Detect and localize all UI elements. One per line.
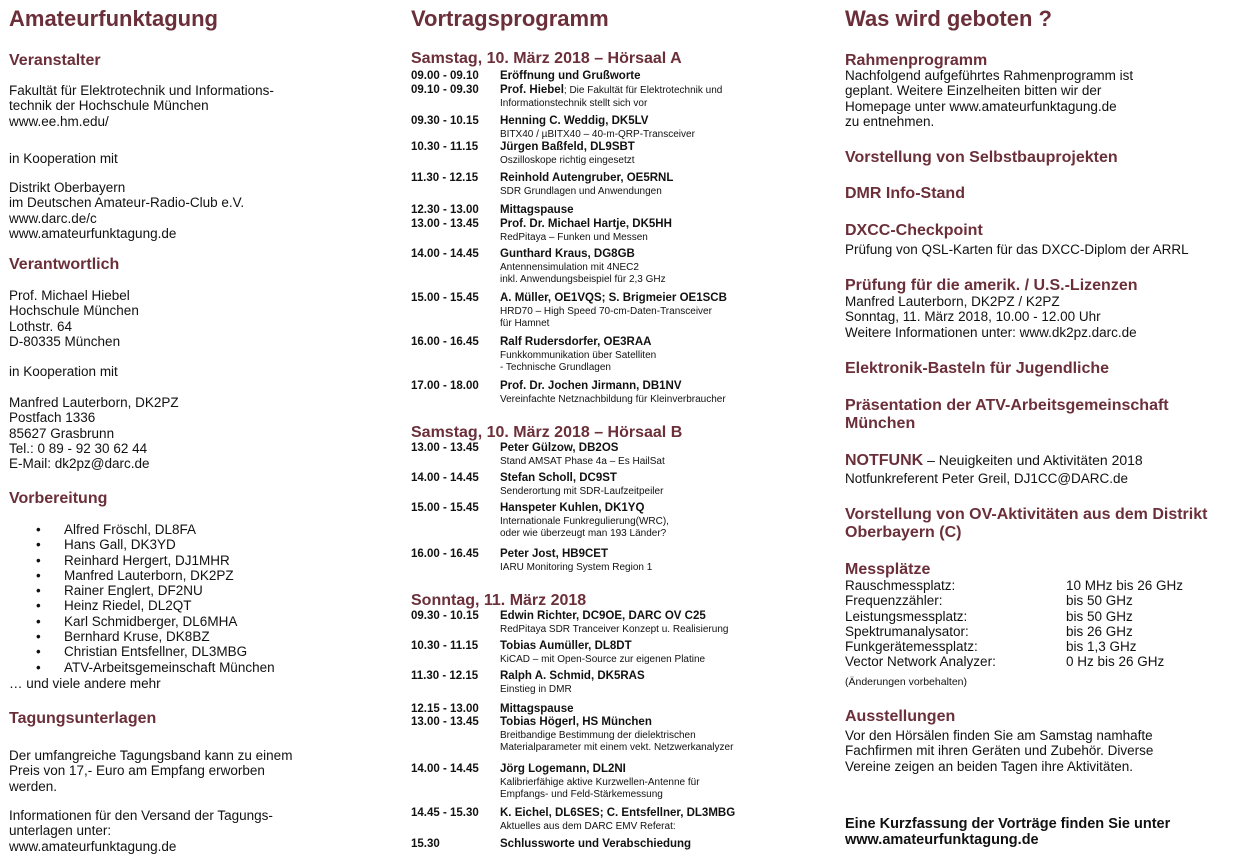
heading-dmr-info-stand: DMR Info-Stand xyxy=(845,185,965,202)
list-item: • Hans Gall, DK3YD xyxy=(9,537,275,552)
heading-vorbereitung: Vorbereitung xyxy=(9,490,108,507)
talk-time: 17.00 - 18.00 xyxy=(411,380,479,392)
talk-speaker-name: Ralf Rudersdorfer, OE3RAA xyxy=(500,336,652,348)
messplatz-row xyxy=(845,578,1184,593)
talk-time: 14.00 - 14.45 xyxy=(411,763,479,775)
messplatz-row xyxy=(845,654,1165,670)
talk-time: 09.10 - 09.30 xyxy=(411,84,479,96)
messplatz-label: Spektrumanalysator: xyxy=(845,623,969,639)
talk-description xyxy=(500,654,705,666)
talk-speaker xyxy=(500,838,691,850)
heading-elektronik-basteln: Elektronik-Basteln für Jugendliche xyxy=(845,360,1110,377)
main-title-was-wird-geboten: Was wird geboten ? xyxy=(845,6,1052,31)
heading-ausstellungen: Ausstellungen xyxy=(845,708,956,725)
text-line: www.amateurfunktagung.de xyxy=(9,838,177,854)
talk-description xyxy=(500,777,700,801)
list-item: • Karl Schmidberger, DL6MHA xyxy=(9,614,275,629)
dxcc-text: Prüfung von QSL-Karten für das DXCC-Diplom der ARRL xyxy=(845,242,1189,257)
talk-speaker xyxy=(500,472,617,484)
tagungsunterlagen-text xyxy=(9,748,292,794)
day-heading: Samstag, 10. März 2018 – Hörsaal A xyxy=(411,50,682,67)
text-line: Vereine zeigen an beiden Tagen ihre Aktivitäten. xyxy=(845,758,1133,774)
talk-description xyxy=(500,98,647,110)
messplatz-label: Rauschmessplatz: xyxy=(845,578,956,593)
text-line: Postfach 1336 xyxy=(9,410,96,426)
talk-description-line: - Technische Grundlagen xyxy=(500,362,611,374)
text-line: Nachfolgend aufgeführtes Rahmenprogramm ist xyxy=(845,68,1134,83)
talk-time: 10.30 - 11.15 xyxy=(411,640,479,652)
talk-speaker-name: Peter Jost, HB9CET xyxy=(500,548,609,560)
talk-description-line: Aktuelles aus dem DARC EMV Referat: xyxy=(500,821,676,832)
vorbereitung-list xyxy=(9,522,275,675)
talk-description-line: Empfangs- und Feld-Stärkemessung xyxy=(500,789,663,801)
day-heading: Sonntag, 11. März 2018 xyxy=(411,592,587,609)
list-item: • ATV-Arbeitsgemeinschaft München xyxy=(9,660,275,675)
list-item: • Christian Entsfellner, DL3MBG xyxy=(9,644,275,659)
talk-speaker xyxy=(500,442,618,454)
heading-tagungsunterlagen: Tagungsunterlagen xyxy=(9,710,157,727)
talk-speaker xyxy=(500,548,608,560)
heading-rahmenprogramm: Rahmenprogramm xyxy=(845,52,988,69)
text-line: 85627 Grasbrunn xyxy=(9,425,115,441)
verantwortlich-text xyxy=(9,288,139,349)
heading-atv-praesentation: Präsentation der ATV-Arbeitsgemeinschaft München xyxy=(845,397,1169,432)
talk-speaker xyxy=(500,610,706,622)
text-line: Eine Kurzfassung der Vorträge finden Sie unter xyxy=(845,816,1171,832)
messplatz-row xyxy=(845,608,1133,624)
talk-speaker-name: Edwin Richter, DC9OE, DARC OV C25 xyxy=(500,610,706,622)
talk-speaker-name: Prof. Hiebel xyxy=(500,84,564,96)
text-line: Tel.: 0 89 - 92 30 62 44 xyxy=(9,440,148,456)
talk-time: 12.15 - 13.00 xyxy=(411,703,479,715)
talk-description-line: Kalibrierfähige aktive Kurzwellen-Antenne für xyxy=(500,777,700,788)
vorbereitung-more: … und viele andere mehr xyxy=(9,676,161,691)
talk-speaker-name: Peter Gülzow, DB2OS xyxy=(500,442,619,454)
talk-time: 10.30 - 11.15 xyxy=(411,141,479,153)
kooperation-label-1: in Kooperation mit xyxy=(9,151,118,166)
talk-description-line: RedPitaya – Funken und Messen xyxy=(500,232,648,243)
talk-speaker-name: Tobias Högerl, HS München xyxy=(500,716,652,728)
text-line: unterlagen unter: xyxy=(9,823,112,839)
talk-description-line: Senderortung mit SDR-Laufzeitpeiler xyxy=(500,486,664,497)
text-line: Vor den Hörsälen finden Sie am Samstag namhafte xyxy=(845,728,1153,743)
text-line: Manfred Lauterborn, DK2PZ xyxy=(9,395,179,410)
talk-speaker xyxy=(500,172,673,184)
talk-description xyxy=(500,562,652,574)
distrikt-text xyxy=(9,180,244,241)
versand-text xyxy=(9,808,273,854)
list-item: • Bernhard Kruse, DK8BZ xyxy=(9,629,275,644)
text-line: D-80335 München xyxy=(9,333,121,349)
talk-speaker-name: Jürgen Baßfeld, DL9SBT xyxy=(500,141,635,153)
talk-description-line: SDR Grundlagen und Anwendungen xyxy=(500,186,662,197)
text-line: Weitere Informationen unter: www.dk2pz.darc.de xyxy=(845,324,1137,340)
talk-speaker-name: Prof. Dr. Michael Hartje, DK5HH xyxy=(500,218,672,230)
messplatz-row xyxy=(845,623,1133,639)
talk-time: 13.00 - 13.45 xyxy=(411,218,479,230)
talk-description-line: IARU Monitoring System Region 1 xyxy=(500,562,653,573)
text-line: Distrikt Oberbayern xyxy=(9,180,126,195)
notfunk-label: NOTFUNK xyxy=(845,452,924,469)
heading-verantwortlich: Verantwortlich xyxy=(9,256,120,273)
talk-description-line: Breitbandige Bestimmung der dielektrischen xyxy=(500,730,696,741)
talk-speaker-name: Schlussworte und Verabschiedung xyxy=(500,838,692,850)
veranstalter-text xyxy=(9,83,274,129)
talk-description-line: Stand AMSAT Phase 4a – Es HailSat xyxy=(500,456,665,467)
talk-speaker-name: Mittagspause xyxy=(500,204,574,216)
talk-description xyxy=(500,821,676,833)
talk-speaker-name: Tobias Aumüller, DL8DT xyxy=(500,640,632,652)
talk-speaker-name: A. Müller, OE1VQS; S. Brigmeier OE1SCB xyxy=(500,292,727,304)
text-line: im Deutschen Amateur-Radio-Club e.V. xyxy=(9,195,245,211)
talk-description xyxy=(500,394,726,406)
talk-description xyxy=(500,730,733,754)
messplatz-value: bis 26 GHz xyxy=(1066,623,1133,639)
talk-speaker xyxy=(500,380,682,392)
heading-selbstbauprojekte: Vorstellung von Selbstbauprojekten xyxy=(845,149,1118,166)
talk-description xyxy=(500,129,695,141)
messplatz-label: Leistungsmessplatz: xyxy=(845,608,968,624)
talk-description-line: Materialparameter mit einem vekt. Netzwerkanalyzer xyxy=(500,742,734,754)
talk-time: 15.30 xyxy=(411,838,440,850)
talk-description xyxy=(500,186,662,198)
talk-speaker-name: Eröffnung und Grußworte xyxy=(500,70,641,82)
talk-time: 13.00 - 13.45 xyxy=(411,442,479,454)
messplatz-row xyxy=(845,593,1133,609)
text-line: Sonntag, 11. März 2018, 10.00 - 12.00 Uhr xyxy=(845,309,1101,325)
messplatz-value: bis 50 GHz xyxy=(1066,608,1133,624)
talk-time: 16.00 - 16.45 xyxy=(411,548,479,560)
talk-speaker-name: Ralph A. Schmid, DK5RAS xyxy=(500,670,645,682)
talk-time: 15.00 - 15.45 xyxy=(411,502,479,514)
heading-ov-aktivitaeten: Vorstellung von OV-Aktivitäten aus dem Distrikt Oberbayern (C) xyxy=(845,506,1208,541)
heading-messplaetze: Messplätze xyxy=(845,561,931,578)
talk-description xyxy=(500,155,635,167)
messplatz-label: Funkgerätemessplatz: xyxy=(845,639,978,655)
talk-description-line: Oszilloskope richtig eingesetzt xyxy=(500,155,635,166)
talk-speaker xyxy=(500,84,722,96)
text-line: www.amateurfunktagung.de xyxy=(9,225,177,241)
talk-description-line: inkl. Anwendungsbeispiel für 2,3 GHz xyxy=(500,274,666,286)
text-line: Fakultät für Elektrotechnik und Informations- xyxy=(9,83,274,98)
text-line: zu entnehmen. xyxy=(845,113,935,129)
talk-speaker xyxy=(500,703,574,715)
talk-speaker xyxy=(500,716,652,728)
main-title-vortragsprogramm: Vortragsprogramm xyxy=(411,6,609,31)
talk-time: 13.00 - 13.45 xyxy=(411,716,479,728)
talk-speaker xyxy=(500,70,641,82)
notfunk-referent: Notfunkreferent Peter Greil, DJ1CC@DARC.de xyxy=(845,471,1129,486)
talk-speaker xyxy=(500,502,644,514)
messplatz-value: bis 50 GHz xyxy=(1066,593,1133,609)
talk-time: 11.30 - 12.15 xyxy=(411,172,479,184)
talk-speaker xyxy=(500,336,651,348)
text-line: Prof. Michael Hiebel xyxy=(9,288,130,303)
messplaetze-table xyxy=(845,578,1184,670)
text-line: Informationen für den Versand der Tagungs- xyxy=(9,808,273,823)
talk-time: 12.30 - 13.00 xyxy=(411,204,479,216)
talk-speaker-name: K. Eichel, DL6SES; C. Entsfellner, DL3MBG xyxy=(500,807,736,819)
talk-description xyxy=(500,624,728,636)
list-item: • Alfred Fröschl, DL8FA xyxy=(9,522,275,537)
notfunk-line xyxy=(845,452,1143,470)
talk-time: 14.45 - 15.30 xyxy=(411,807,479,819)
talk-description xyxy=(500,456,665,468)
day-heading: Samstag, 10. März 2018 – Hörsaal B xyxy=(411,424,683,441)
text-line: www.amateurfunktagung.de xyxy=(845,831,1039,848)
talk-speaker-name: Stefan Scholl, DC9ST xyxy=(500,472,617,484)
messplatz-label: Frequenzzähler: xyxy=(845,593,943,609)
text-line: werden. xyxy=(9,778,58,794)
kooperation-label-2: in Kooperation mit xyxy=(9,364,118,379)
talk-speaker xyxy=(500,248,635,260)
talk-description-line: für Hamnet xyxy=(500,318,550,330)
talk-time: 15.00 - 15.45 xyxy=(411,292,479,304)
talk-speaker xyxy=(500,141,635,153)
talk-description-line: RedPitaya SDR Tranceiver Konzept u. Realisierung xyxy=(500,624,729,635)
text-line: Der umfangreiche Tagungsband kann zu einem xyxy=(9,748,293,763)
talk-time: 14.00 - 14.45 xyxy=(411,248,479,260)
list-item: • Reinhard Hergert, DJ1MHR xyxy=(9,553,275,568)
talk-speaker-name: Mittagspause xyxy=(500,703,574,715)
messplatz-label: Vector Network Analyzer: xyxy=(845,654,996,670)
talk-note: ; Die Fakultät für Elektrotechnik und xyxy=(563,85,723,96)
messplatz-row xyxy=(845,639,1137,655)
talk-description xyxy=(500,262,666,286)
talk-description xyxy=(500,350,656,374)
lauterborn-contact xyxy=(9,395,179,471)
text-line: www.ee.hm.edu/ xyxy=(9,113,109,129)
talk-speaker xyxy=(500,204,574,216)
talk-speaker-name: Henning C. Weddig, DK5LV xyxy=(500,115,649,127)
talk-time: 09.30 - 10.15 xyxy=(411,115,479,127)
ausstellungen-text xyxy=(845,728,1153,774)
messplatz-value: bis 1,3 GHz xyxy=(1066,639,1137,655)
talk-speaker-name: Prof. Dr. Jochen Jirmann, DB1NV xyxy=(500,380,682,392)
talk-speaker xyxy=(500,807,735,819)
talk-description-line: Internationale Funkregulierung(WRC), xyxy=(500,516,669,527)
heading-lizenzpruefung: Prüfung für die amerik. / U.S.-Lizenzen xyxy=(845,277,1138,294)
text-line: Preis von 17,- Euro am Empfang erworben xyxy=(9,763,265,779)
talk-time: 09.00 - 09.10 xyxy=(411,70,479,82)
talk-description-line: Antennensimulation mit 4NEC2 xyxy=(500,262,639,273)
text-line: Homepage unter www.amateurfunktagung.de xyxy=(845,98,1117,114)
text-line: geplant. Weitere Einzelheiten bitten wir der xyxy=(845,83,1102,99)
list-item: • Rainer Englert, DF2NU xyxy=(9,583,275,598)
talk-description xyxy=(500,486,663,498)
text-line: Fachfirmen mit ihren Geräten und Zubehör. Diverse xyxy=(845,743,1154,759)
talk-description xyxy=(500,684,572,696)
messplatz-value: 0 Hz bis 26 GHz xyxy=(1066,654,1165,670)
talk-description-line: KiCAD – mit Open-Source zur eigenen Platine xyxy=(500,654,706,665)
text-line: technik der Hochschule München xyxy=(9,98,209,114)
talk-description-line: Informationstechnik stellt sich vor xyxy=(500,98,648,109)
talk-speaker-name: Reinhold Autengruber, OE5RNL xyxy=(500,172,674,184)
heading-veranstalter: Veranstalter xyxy=(9,52,101,69)
talk-description-line: oder wie überzeugt man 193 Länder? xyxy=(500,528,667,540)
text-line: Lothstr. 64 xyxy=(9,318,73,334)
rahmenprogramm-text xyxy=(845,68,1133,129)
talk-time: 09.30 - 10.15 xyxy=(411,610,479,622)
talk-speaker-name: Hanspeter Kuhlen, DK1YQ xyxy=(500,502,645,514)
main-title-amateurfunktagung: Amateurfunktagung xyxy=(9,6,218,31)
talk-speaker-name: Gunthard Kraus, DG8GB xyxy=(500,248,635,260)
talk-speaker xyxy=(500,763,626,775)
talk-description xyxy=(500,306,712,330)
talk-description xyxy=(500,516,669,540)
text-line: Manfred Lauterborn, DK2PZ / K2PZ xyxy=(845,294,1060,309)
talk-description-line: BITX40 / µBITX40 – 40-m-QRP-Transceiver xyxy=(500,129,695,140)
talk-time: 16.00 - 16.45 xyxy=(411,336,479,348)
messplaetze-note: (Änderungen vorbehalten) xyxy=(845,676,968,688)
talk-speaker xyxy=(500,292,727,304)
list-item: • Manfred Lauterborn, DK2PZ xyxy=(9,568,275,583)
talk-description-line: HRD70 – High Speed 70-cm-Daten-Transceiver xyxy=(500,306,712,317)
talk-speaker xyxy=(500,115,648,127)
talk-time: 14.00 - 14.45 xyxy=(411,472,479,484)
text-line: www.darc.de/c xyxy=(9,210,97,226)
talk-description xyxy=(500,232,648,244)
talk-time: 11.30 - 12.15 xyxy=(411,670,479,682)
list-item: • Heinz Riedel, DL2QT xyxy=(9,598,275,613)
text-line: E-Mail: dk2pz@darc.de xyxy=(9,456,150,472)
text-line: Hochschule München xyxy=(9,303,139,319)
messplatz-value: 10 MHz bis 26 GHz xyxy=(1066,578,1184,593)
notfunk-rest: – Neuigkeiten und Aktivitäten 2018 xyxy=(923,452,1143,468)
kurzfassung-note xyxy=(845,817,1170,848)
talk-speaker xyxy=(500,218,672,230)
talk-speaker xyxy=(500,670,645,682)
lizenzpruefung-text xyxy=(845,294,1137,340)
talk-description-line: Einstieg in DMR xyxy=(500,684,572,695)
talk-speaker-name: Jörg Logemann, DL2NI xyxy=(500,763,626,775)
talk-description-line: Funkkommunikation über Satelliten xyxy=(500,350,657,361)
talk-speaker xyxy=(500,640,632,652)
heading-dxcc-checkpoint: DXCC-Checkpoint xyxy=(845,222,983,239)
talk-description-line: Vereinfachte Netznachbildung für Kleinverbraucher xyxy=(500,394,726,405)
